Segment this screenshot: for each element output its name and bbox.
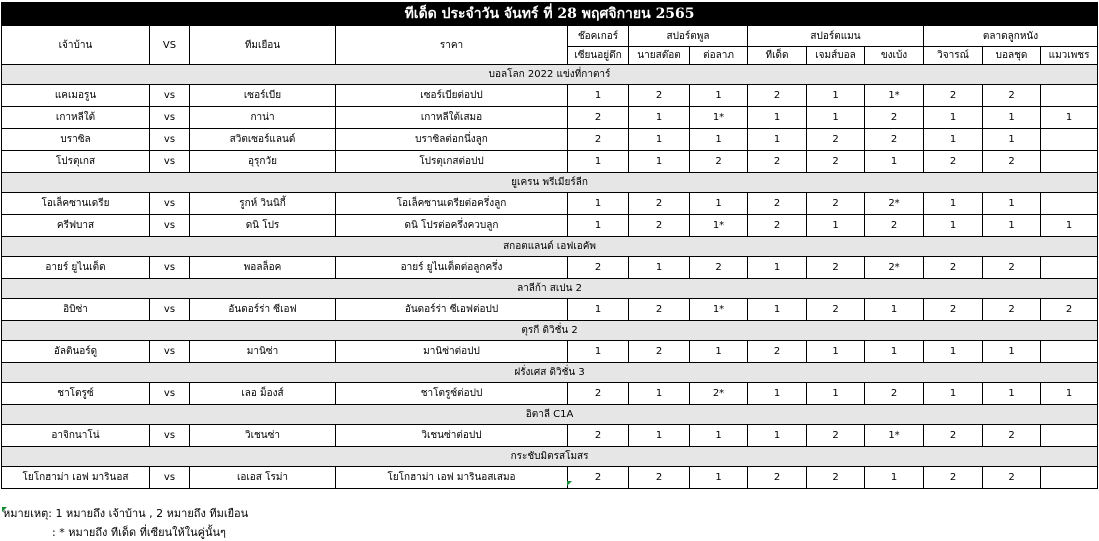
league-header-row — [2, 173, 1098, 193]
expert-pick: 1 — [629, 129, 690, 151]
vs-label: vs — [150, 467, 190, 489]
odds-price: โปรตุเกสต่อปป — [336, 151, 568, 173]
away-team: อันดอร์ร่า ซีเอฟ — [190, 299, 336, 321]
expert-pick: 2 — [983, 257, 1041, 279]
expert-pick: 2 — [568, 425, 629, 447]
vs-label: vs — [150, 425, 190, 447]
expert-pick: 1 — [568, 193, 629, 215]
expert-pick: 1 — [924, 129, 983, 151]
away-team: เอเอส โรม่า — [190, 467, 336, 489]
league-header-row — [2, 363, 1098, 383]
away-team: ดนิ โปร — [190, 215, 336, 237]
expert-pick: 1 — [983, 129, 1041, 151]
expert-pick: 2 — [568, 107, 629, 129]
expert-pick: 2 — [568, 383, 629, 405]
expert-pick: 1 — [924, 341, 983, 363]
away-team: เลอ ม็องส์ — [190, 383, 336, 405]
vs-label: vs — [150, 151, 190, 173]
league-header-row — [2, 321, 1098, 341]
away-team: เซอร์เบีย — [190, 85, 336, 107]
away-header: ทีมเยือน — [190, 26, 336, 65]
league-header-row — [2, 405, 1098, 425]
expert-pick — [1041, 193, 1098, 215]
expert-pick: 2 — [924, 467, 983, 489]
expert-pick: 1 — [924, 107, 983, 129]
odds-price: วิเชนซ่าต่อปป — [336, 425, 568, 447]
match-row — [2, 467, 1098, 489]
expert-pick: 1 — [690, 129, 748, 151]
expert-pick: 1 — [983, 341, 1041, 363]
expert-pick — [1041, 85, 1098, 107]
home-team: อัลตินอร์ดู — [2, 341, 150, 363]
home-team: บราซิล — [2, 129, 150, 151]
odds-price: เซอร์เบียต่อปป — [336, 85, 568, 107]
predictions-table — [1, 2, 1098, 489]
expert-pick — [1041, 129, 1098, 151]
match-row — [2, 129, 1098, 151]
expert-pick: 1 — [568, 299, 629, 321]
expert-pick: 1* — [865, 85, 924, 107]
expert-pick: 2 — [807, 193, 865, 215]
expert-pick: 2 — [807, 467, 865, 489]
expert-header: บอลชุด — [983, 47, 1041, 65]
match-row — [2, 107, 1098, 129]
page-title: ทีเด็ด ประจำวัน จันทร์ ที่ 28 พฤศจิกายน 2565 — [2, 3, 1098, 26]
expert-pick: 2 — [690, 257, 748, 279]
home-team: อิบิซ่า — [2, 299, 150, 321]
expert-pick: 1 — [865, 341, 924, 363]
expert-pick: 2* — [690, 383, 748, 405]
expert-pick: 2 — [983, 299, 1041, 321]
expert-pick: 2 — [865, 129, 924, 151]
vs-label: vs — [150, 383, 190, 405]
away-team: มานิซ่า — [190, 341, 336, 363]
expert-pick: 1 — [568, 85, 629, 107]
expert-pick: 2 — [629, 193, 690, 215]
match-row — [2, 215, 1098, 237]
expert-pick: 1 — [748, 299, 807, 321]
expert-pick: 2 — [629, 467, 690, 489]
league-header-row — [2, 447, 1098, 467]
match-row — [2, 425, 1098, 447]
expert-pick — [1041, 151, 1098, 173]
expert-pick: 2 — [983, 467, 1041, 489]
expert-pick: 2 — [924, 425, 983, 447]
expert-pick: 1 — [924, 383, 983, 405]
expert-pick: 1 — [865, 299, 924, 321]
expert-pick: 1 — [690, 193, 748, 215]
vs-label: vs — [150, 299, 190, 321]
expert-pick — [1041, 341, 1098, 363]
note-line-2: : * หมายถึง ทีเด็ด ที่เซียนให้ในคู่นั้นๆ — [52, 526, 226, 539]
away-team: วิเชนซ่า — [190, 425, 336, 447]
expert-pick: 2 — [568, 129, 629, 151]
vs-label: vs — [150, 341, 190, 363]
league-name: กระชับมิตรสโมสร — [2, 447, 1098, 467]
group-header-sportpool: สปอร์ตพูล — [629, 26, 748, 47]
odds-price: โยโกฮาม่า เอฟ มารินอสเสมอ — [336, 467, 568, 489]
league-header-row — [2, 65, 1098, 85]
expert-pick: 1 — [1041, 383, 1098, 405]
match-row — [2, 85, 1098, 107]
expert-pick: 2 — [807, 425, 865, 447]
expert-pick: 1 — [748, 425, 807, 447]
group-header-sportman: สปอร์ตแมน — [748, 26, 924, 47]
expert-pick: 2 — [748, 215, 807, 237]
odds-price: ชาโตรูซ์ต่อปป — [336, 383, 568, 405]
league-header-row — [2, 279, 1098, 299]
expert-pick: 2 — [807, 299, 865, 321]
vs-label: vs — [150, 257, 190, 279]
vs-label: vs — [150, 215, 190, 237]
expert-pick: 1 — [629, 383, 690, 405]
match-row — [2, 341, 1098, 363]
league-name: อิตาลี C1A — [2, 405, 1098, 425]
expert-pick: 1 — [807, 107, 865, 129]
expert-pick: 2 — [568, 257, 629, 279]
expert-pick: 2 — [629, 215, 690, 237]
expert-pick: 1 — [748, 257, 807, 279]
expert-pick: 2 — [865, 215, 924, 237]
expert-pick: 2 — [807, 257, 865, 279]
match-row — [2, 151, 1098, 173]
vs-label: vs — [150, 193, 190, 215]
odds-price: มานิซ่าต่อปป — [336, 341, 568, 363]
expert-pick: 1 — [1041, 215, 1098, 237]
expert-pick: 2 — [629, 299, 690, 321]
odds-price: เกาหลีใต้เสมอ — [336, 107, 568, 129]
league-name: ฝรั่งเศส ดิวิชั่น 3 — [2, 363, 1098, 383]
title-row — [2, 3, 1098, 26]
expert-pick: 2 — [748, 151, 807, 173]
expert-pick: 1 — [983, 193, 1041, 215]
league-name: ตุรกี ดิวิชั่น 2 — [2, 321, 1098, 341]
expert-pick: 1* — [690, 299, 748, 321]
match-row — [2, 383, 1098, 405]
expert-pick: 1 — [807, 215, 865, 237]
expert-pick: 1 — [690, 341, 748, 363]
expert-pick: 1 — [807, 383, 865, 405]
expert-pick: 1 — [865, 467, 924, 489]
note-line-1: หมายเหตุ: 1 หมายถึง เจ้าบ้าน , 2 หมายถึง ทีมเยือน — [3, 507, 249, 520]
home-team: โอเล็คซานเดรีย — [2, 193, 150, 215]
match-row — [2, 193, 1098, 215]
league-name: ลาลีก้า สเปน 2 — [2, 279, 1098, 299]
expert-pick: 1 — [983, 215, 1041, 237]
expert-pick: 2 — [1041, 299, 1098, 321]
expert-pick — [1041, 257, 1098, 279]
expert-pick: 1 — [924, 193, 983, 215]
match-row — [2, 257, 1098, 279]
expert-pick: 2 — [748, 193, 807, 215]
away-team: สวิตเซอร์แลนด์ — [190, 129, 336, 151]
away-team: อุรุกวัย — [190, 151, 336, 173]
league-name: ยูเครน พรีเมียร์ลีก — [2, 173, 1098, 193]
price-header: ราคา — [336, 26, 568, 65]
home-team: ชาโตรูซ์ — [2, 383, 150, 405]
cell-note-marker — [567, 481, 572, 486]
expert-header: เจมส์บอล — [807, 47, 865, 65]
expert-pick: 1* — [690, 215, 748, 237]
expert-pick: 2 — [629, 341, 690, 363]
expert-pick: 2* — [865, 193, 924, 215]
away-team: รูกห์ วินนิกี้ — [190, 193, 336, 215]
odds-price: โอเล็คซานเดรียต่อครึ่งลูก — [336, 193, 568, 215]
home-team: อายร์ ยูไนเต็ด — [2, 257, 150, 279]
odds-price: บราซิลต่อกนึ่งลูก — [336, 129, 568, 151]
league-name: บอลโลก 2022 แข่งที่กาตาร์ — [2, 65, 1098, 85]
expert-pick: 2 — [865, 383, 924, 405]
expert-pick: 1 — [629, 107, 690, 129]
home-team: โยโกฮาม่า เอฟ มารินอส — [2, 467, 150, 489]
home-team: เกาหลีใต้ — [2, 107, 150, 129]
expert-header: ขงเบ้ง — [865, 47, 924, 65]
expert-pick: 2 — [924, 257, 983, 279]
expert-header: นายสต๊อต — [629, 47, 690, 65]
expert-header: ทีเด็ด — [748, 47, 807, 65]
vs-label: vs — [150, 85, 190, 107]
header-row-groups — [2, 26, 1098, 47]
expert-pick — [1041, 467, 1098, 489]
expert-pick: 1 — [748, 107, 807, 129]
home-team: โปรตุเกส — [2, 151, 150, 173]
expert-pick: 1* — [690, 107, 748, 129]
odds-price: อันดอร์ร่า ซีเอฟต่อปป — [336, 299, 568, 321]
expert-pick: 1 — [568, 215, 629, 237]
expert-pick: 1 — [983, 107, 1041, 129]
expert-pick: 2 — [807, 129, 865, 151]
expert-pick: 2 — [924, 299, 983, 321]
group-header-shocker: ช๊อคเกอร์ — [568, 26, 629, 47]
expert-pick: 2 — [983, 425, 1041, 447]
odds-price: อายร์ ยูไนเต็ดต่อลูกครึ่ง — [336, 257, 568, 279]
expert-pick: 1 — [807, 341, 865, 363]
expert-pick: 1 — [629, 425, 690, 447]
away-team: กาน่า — [190, 107, 336, 129]
home-team: อาจิกนาโน่ — [2, 425, 150, 447]
expert-pick: 1 — [748, 129, 807, 151]
expert-pick: 1 — [629, 257, 690, 279]
home-team: ครีฟบาส — [2, 215, 150, 237]
league-name: สกอตแลนด์ เอฟเอคัพ — [2, 237, 1098, 257]
expert-pick: 1 — [807, 85, 865, 107]
expert-pick: 1 — [568, 341, 629, 363]
expert-header: แมวเพชร — [1041, 47, 1098, 65]
expert-pick: 2 — [748, 341, 807, 363]
expert-pick: 1 — [690, 85, 748, 107]
away-team: พอลล็อค — [190, 257, 336, 279]
expert-pick: 2 — [629, 85, 690, 107]
expert-pick: 2 — [924, 151, 983, 173]
expert-pick — [1041, 425, 1098, 447]
expert-pick: 2 — [748, 85, 807, 107]
expert-pick: 1 — [629, 151, 690, 173]
expert-pick: 1 — [690, 467, 748, 489]
expert-pick: 2 — [924, 85, 983, 107]
expert-header: เซียนอยู่ดึก — [568, 47, 629, 65]
expert-pick: 1 — [568, 151, 629, 173]
expert-pick: 2* — [865, 257, 924, 279]
expert-pick: 1 — [690, 425, 748, 447]
expert-pick: 2 — [807, 151, 865, 173]
expert-pick: 2 — [983, 85, 1041, 107]
home-team: แคเมอรูน — [2, 85, 150, 107]
expert-pick: 2 — [568, 467, 629, 489]
league-header-row — [2, 237, 1098, 257]
home-header: เจ้าบ้าน — [2, 26, 150, 65]
vs-header: VS — [150, 26, 190, 65]
expert-pick: 1 — [1041, 107, 1098, 129]
expert-pick: 2 — [748, 467, 807, 489]
expert-pick: 2 — [690, 151, 748, 173]
expert-pick: 2 — [865, 107, 924, 129]
expert-pick: 1 — [865, 151, 924, 173]
expert-pick: 2 — [983, 151, 1041, 173]
group-header-talad-lookhnang: ตลาดลูกหนัง — [924, 26, 1098, 47]
expert-pick: 1 — [748, 383, 807, 405]
match-row — [2, 299, 1098, 321]
odds-price: ดนิ โปรต่อครึ่งควบลูก — [336, 215, 568, 237]
expert-pick: 1* — [865, 425, 924, 447]
expert-header: วิจารณ์ — [924, 47, 983, 65]
expert-pick: 1 — [924, 215, 983, 237]
expert-header: ต่อลาภ — [690, 47, 748, 65]
vs-label: vs — [150, 129, 190, 151]
expert-pick: 1 — [983, 383, 1041, 405]
vs-label: vs — [150, 107, 190, 129]
